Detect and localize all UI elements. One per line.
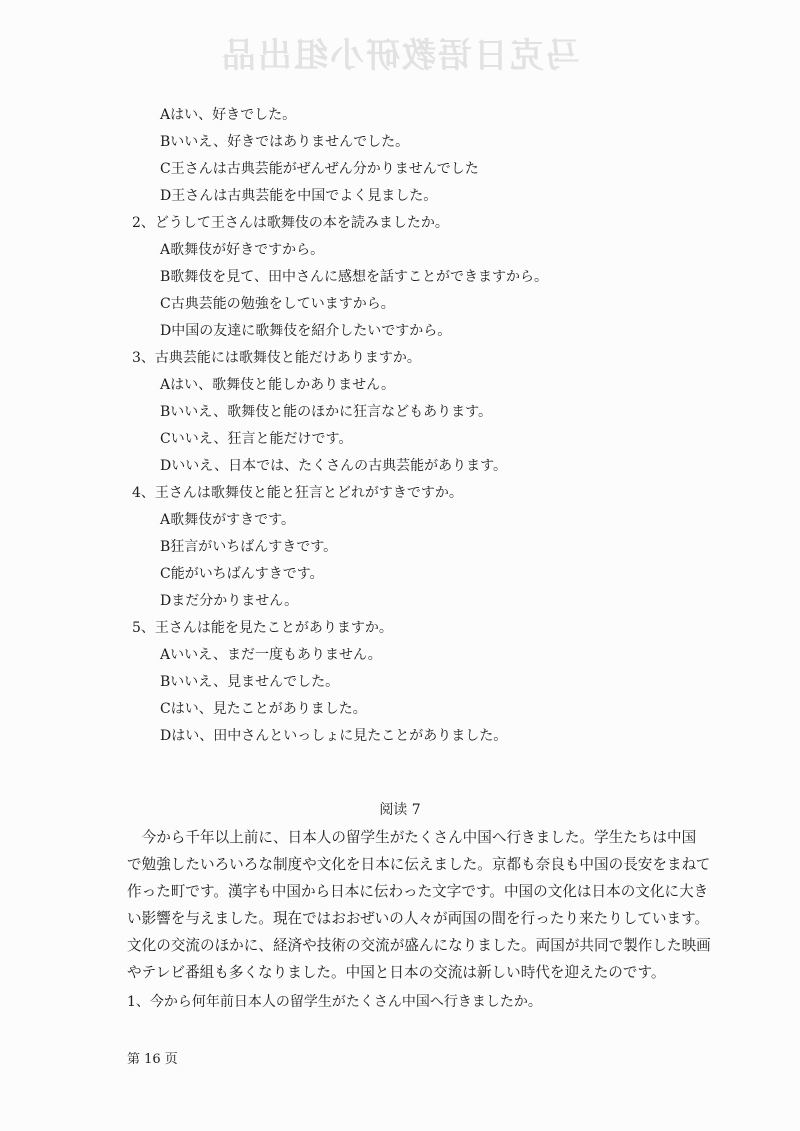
page-number: 第 16 页 [127,1052,178,1067]
question-line: 5、王さんは能を見たことがありますか。 [132,620,393,636]
question-line: 4、王さんは歌舞伎と能と狂言とどれがすきですか。 [132,485,463,501]
paragraph-line: い影響を与えました。現在ではおおぜいの人々が両国の間を行ったり来たりしています。 [127,910,710,927]
option-line: B狂言がいちばんすきです。 [160,539,338,555]
option-line: C古典芸能の勉強をしていますから。 [160,296,395,312]
paragraph-line: 作った町です。漢字も中国から日本に伝わった文字です。中国の文化は日本の文化に大き [127,883,709,900]
option-line: D中国の友達に歌舞伎を紹介したいですから。 [160,323,452,339]
option-line: Cはい、見たことがありました。 [160,701,367,717]
option-line: B歌舞伎を見て、田中さんに感想を話すことができますから。 [160,269,549,285]
option-line: A歌舞伎がすきです。 [160,512,295,528]
option-line: Dはい、田中さんといっしょに見たことがありました。 [160,728,508,744]
option-line: Aはい、好きでした。 [160,107,297,123]
question-line: 2、どうして王さんは歌舞伎の本を読みましたか。 [132,215,449,231]
option-line: Bいいえ、好きではありませんでした。 [160,134,410,150]
option-line: Bいいえ、見ませんでした。 [160,674,340,690]
option-line: Bいいえ、歌舞伎と能のほかに狂言などもあります。 [160,404,493,420]
option-line: Aいいえ、まだ一度もありません。 [160,647,382,663]
option-line: Dまだ分かりません。 [160,593,299,609]
paragraph-line: 今から千年以上前に、日本人の留学生がたくさん中国へ行きました。学生たちは中国 [127,829,697,846]
paragraph-line: 文化の交流のほかに、経済や技術の交流が盛んになりました。両国が共同で製作した映画 [127,937,711,954]
paragraph-line: やテレビ番組も多くなりました。中国と日本の交流は新しい時代を迎えたのです。 [127,964,666,981]
option-line: C能がいちばんすきです。 [160,566,324,582]
bleed-through-header: 马克日语教研小组出品 [220,36,580,76]
option-line: Cいいえ、狂言と能だけです。 [160,431,353,447]
option-line: Aはい、歌舞伎と能しかありません。 [160,377,395,393]
question-line: 3、古典芸能には歌舞伎と能だけありますか。 [132,350,421,366]
option-line: A歌舞伎が好きですから。 [160,242,325,258]
option-line: Dいいえ、日本では、たくさんの古典芸能があります。 [160,458,507,474]
option-line: D王さんは古典芸能を中国でよく見ました。 [160,188,438,204]
section-title: 阅读 7 [379,802,421,818]
paragraph-line: で勉強したいろいろな制度や文化を日本に伝えました。京都も奈良も中国の長安をまねて [127,856,711,873]
option-line: C王さんは古典芸能がぜんぜん分かりませんでした [160,161,479,177]
question-line: 1、今から何年前日本人の留学生がたくさん中国へ行きましたか。 [127,994,542,1010]
